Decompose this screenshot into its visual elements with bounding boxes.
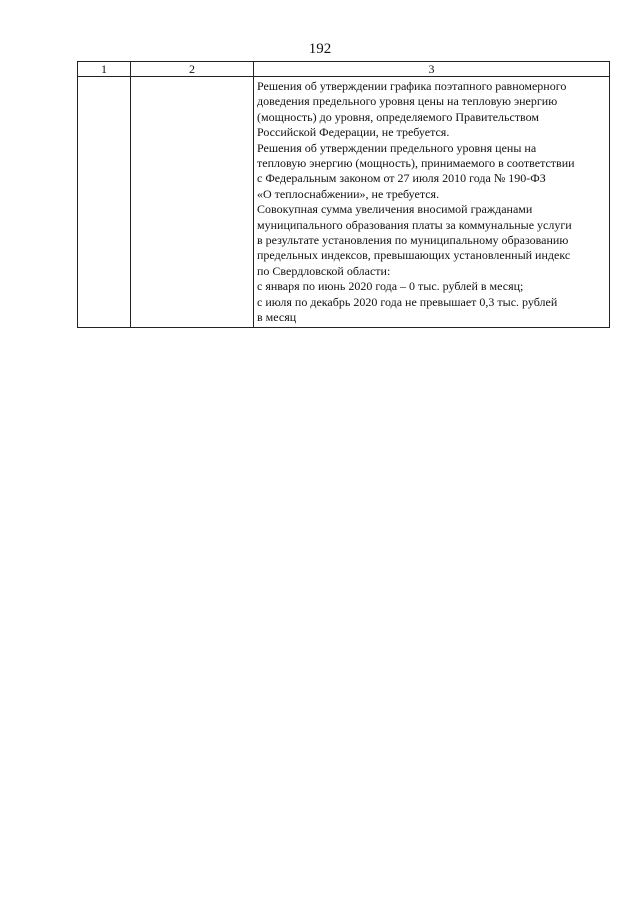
- column-header-3: 3: [254, 62, 610, 77]
- table-header-row: [78, 62, 610, 77]
- column-header-1: 1: [78, 62, 131, 77]
- table-cell-col1: [78, 77, 131, 328]
- text-line: Российской Федерации, не требуется.: [257, 125, 450, 140]
- page-number: 192: [308, 41, 332, 57]
- text-line: доведения предельного уровня цены на тепловую энергию: [257, 94, 558, 109]
- cell-text-block: [254, 77, 609, 326]
- text-line: муниципального образования платы за коммунальные услуги: [257, 217, 572, 232]
- text-line: Совокупная сумма увеличения вносимой гражданами: [257, 202, 533, 217]
- text-line: Решения об утверждении графика поэтапного равномерного: [257, 79, 567, 93]
- text-line: Решения об утверждении предельного уровня цены на: [257, 140, 537, 155]
- text-line: «О теплоснабжении», не требуется.: [257, 186, 440, 201]
- text-line: в результате установления по муниципальному образованию: [257, 233, 569, 248]
- table-cell-col3: [254, 77, 610, 328]
- text-line: тепловую энергию (мощность), принимаемого в соответствии: [257, 156, 575, 171]
- text-line: в месяц: [257, 310, 297, 325]
- table-row: [78, 77, 610, 328]
- text-line: с июля по декабрь 2020 года не превышает 0,3 тыс. рублей: [257, 294, 558, 309]
- text-line: с января по июнь 2020 года – 0 тыс. рублей в месяц;: [257, 279, 524, 294]
- text-line: (мощность) до уровня, определяемого Правительством: [257, 109, 540, 124]
- text-line: по Свердловской области:: [257, 263, 391, 278]
- text-line: с Федеральным законом от 27 июля 2010 года № 190-ФЗ: [257, 171, 546, 186]
- document-table: [77, 61, 610, 328]
- table-cell-col2: [131, 77, 254, 328]
- column-header-2: 2: [131, 62, 254, 77]
- text-line: предельных индексов, превышающих установленный индекс: [257, 248, 571, 263]
